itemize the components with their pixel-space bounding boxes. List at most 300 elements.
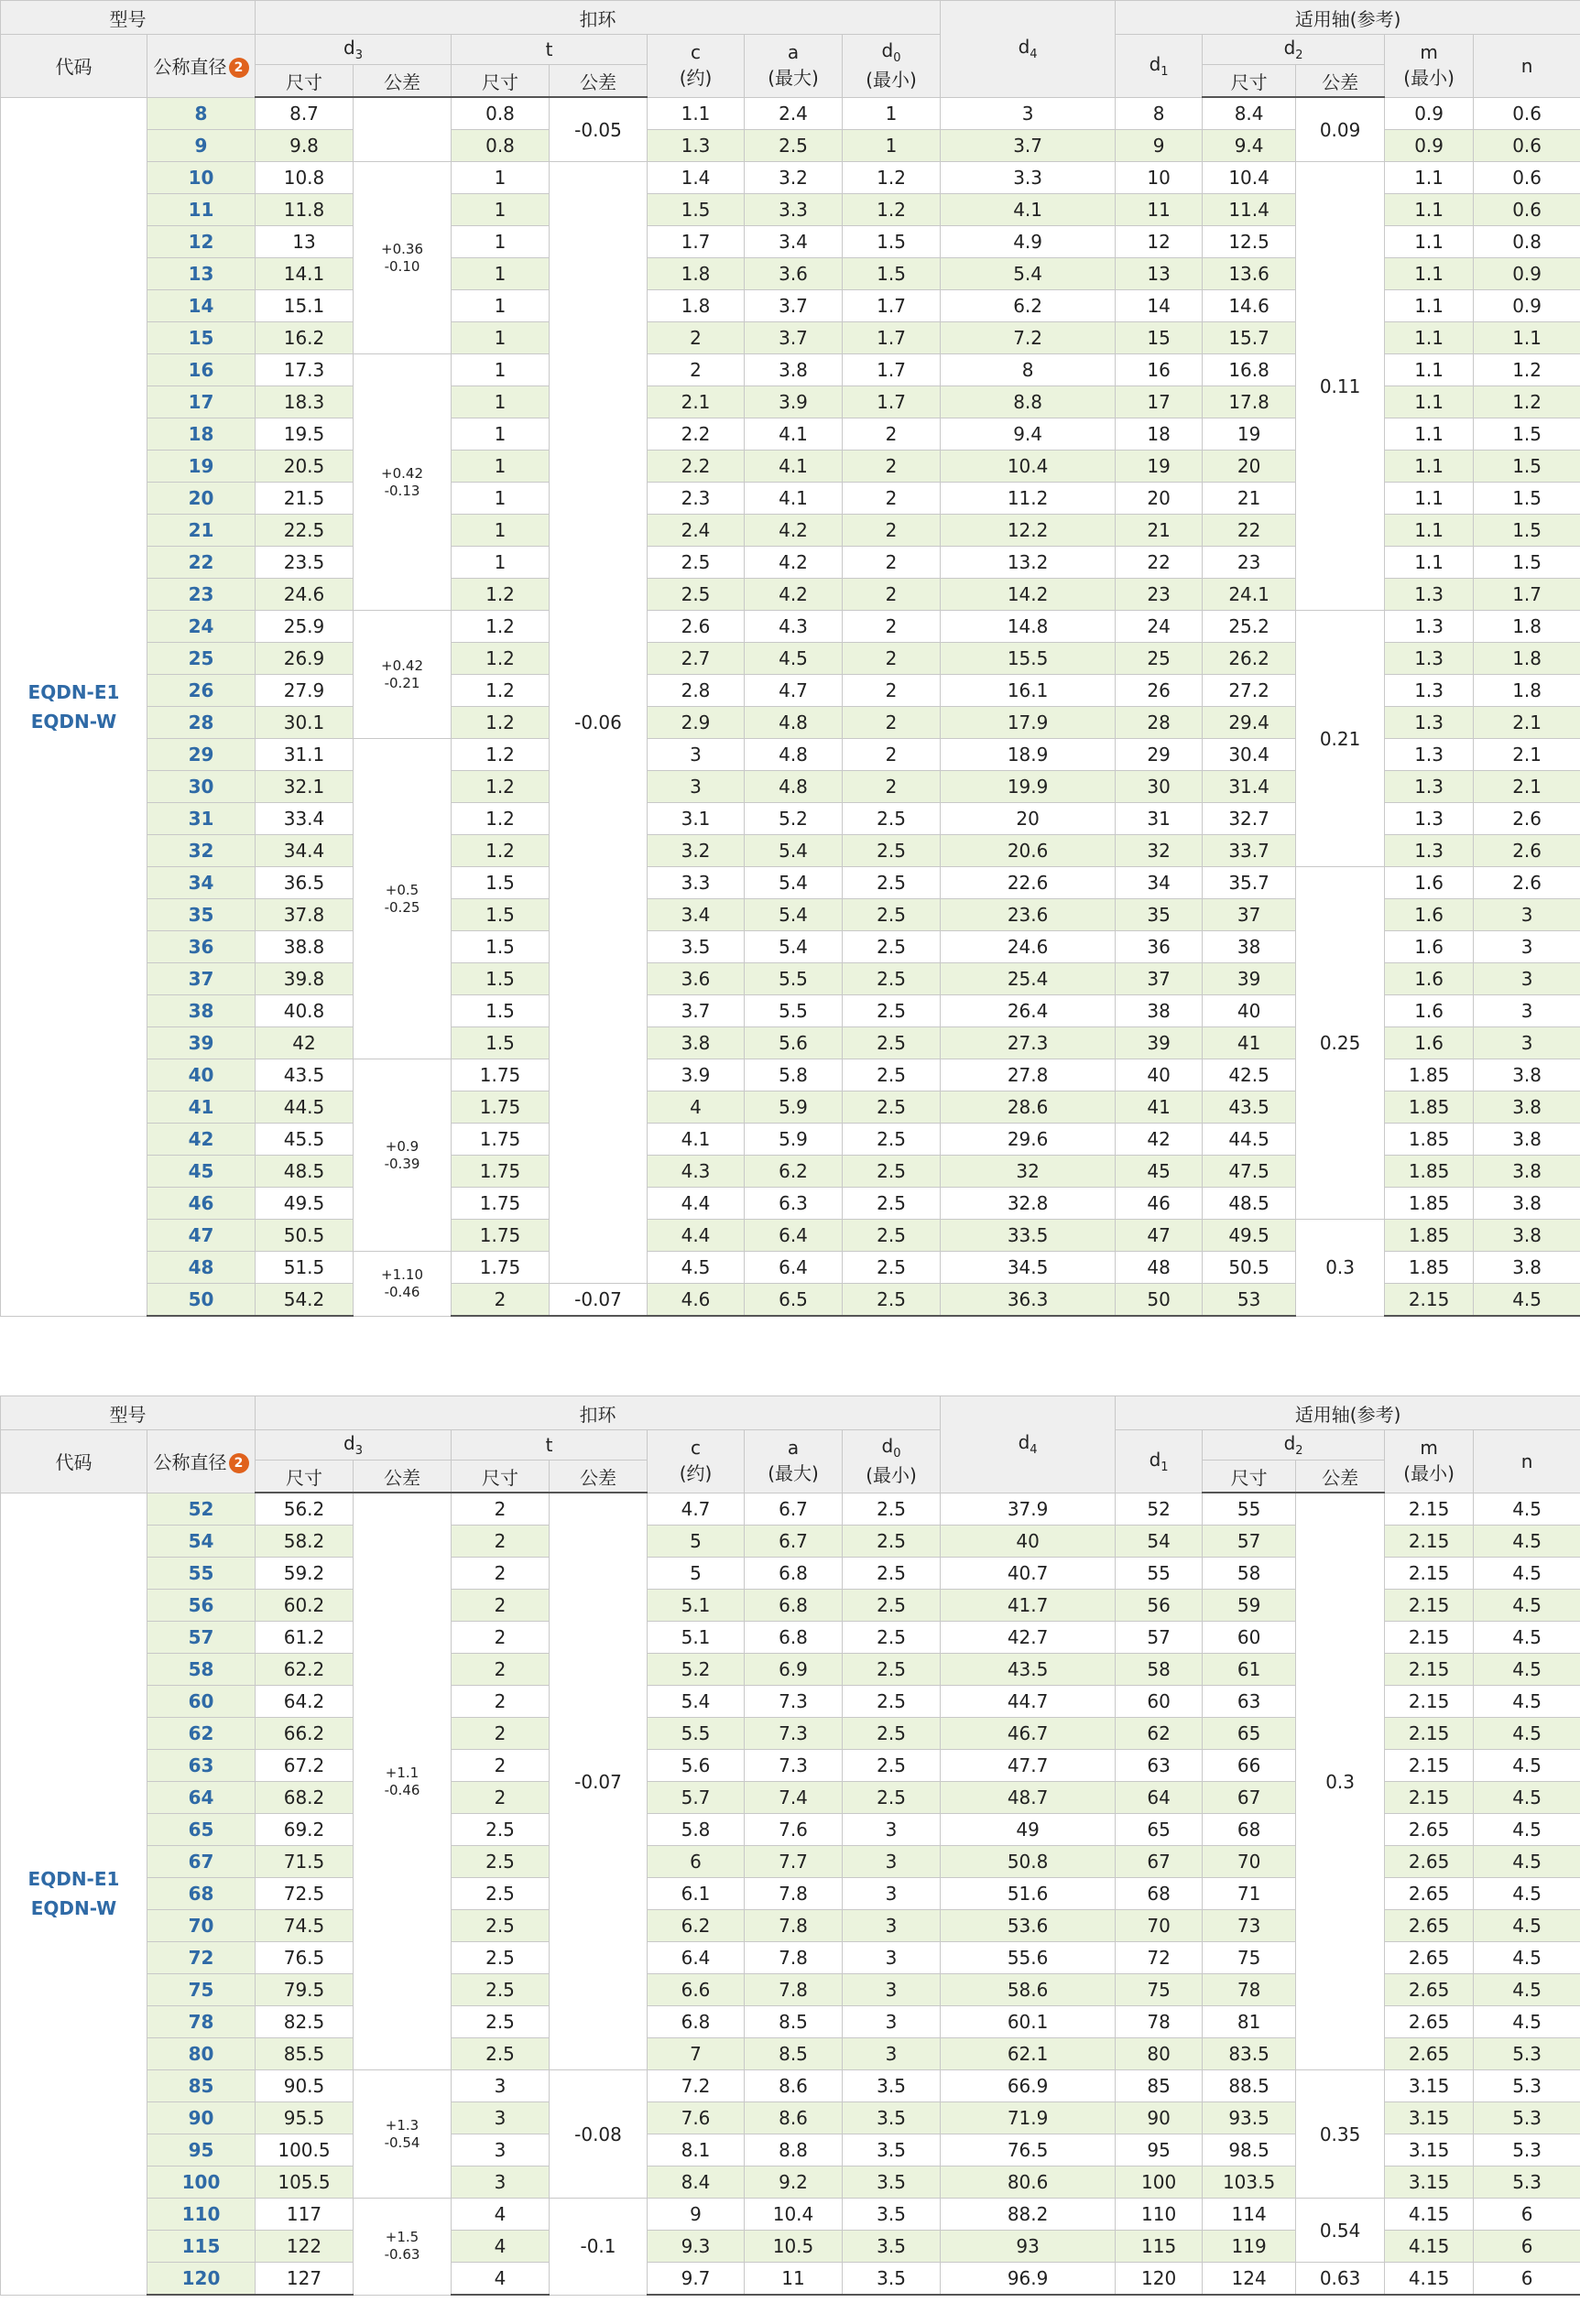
n-value: 5.3 — [1474, 2102, 1580, 2134]
d0-value: 2.5 — [843, 1284, 941, 1317]
d2-size: 81 — [1203, 2006, 1296, 2038]
d0-value: 2 — [843, 547, 941, 579]
d4-value: 14.2 — [941, 579, 1116, 611]
d2-size: 88.5 — [1203, 2070, 1296, 2102]
d4-value: 19.9 — [941, 771, 1116, 803]
d2-size: 47.5 — [1203, 1156, 1296, 1188]
d0-value: 1.7 — [843, 354, 941, 386]
d3-size: 69.2 — [256, 1814, 354, 1846]
a-value: 4.8 — [745, 739, 843, 771]
d2-size: 65 — [1203, 1718, 1296, 1750]
m-value: 1.1 — [1385, 418, 1474, 451]
m-value: 2.15 — [1385, 1590, 1474, 1622]
d3-tolerance-value: -0.54 — [384, 2134, 420, 2151]
d3-size: 39.8 — [256, 963, 354, 995]
d1-value: 36 — [1116, 931, 1203, 963]
m-value: 1.85 — [1385, 1091, 1474, 1124]
d3-size: 42 — [256, 1027, 354, 1059]
a-value: 4.8 — [745, 771, 843, 803]
n-value: 2.6 — [1474, 867, 1580, 899]
a-value: 5.4 — [745, 835, 843, 867]
header-n: n — [1474, 35, 1580, 98]
a-value: 5.6 — [745, 1027, 843, 1059]
t-size: 1.75 — [452, 1124, 550, 1156]
d4-value: 8 — [941, 354, 1116, 386]
d1-value: 10 — [1116, 162, 1203, 194]
d2-size: 35.7 — [1203, 867, 1296, 899]
d2-size: 25.2 — [1203, 611, 1296, 643]
c-value: 1.4 — [648, 162, 745, 194]
d0-value: 2.5 — [843, 1220, 941, 1252]
d4-value: 3.3 — [941, 162, 1116, 194]
n-value: 2.1 — [1474, 739, 1580, 771]
table-row — [1, 1493, 1580, 1526]
d3-size: 67.2 — [256, 1750, 354, 1782]
d0-value: 2.5 — [843, 963, 941, 995]
c-value: 9.7 — [648, 2263, 745, 2296]
d3-tolerance — [354, 162, 452, 354]
d0-value: 2.5 — [843, 1590, 941, 1622]
n-value: 3.8 — [1474, 1156, 1580, 1188]
c-value: 1.5 — [648, 194, 745, 226]
d2-size: 12.5 — [1203, 226, 1296, 258]
nominal-diameter: 115 — [147, 2231, 256, 2263]
n-value: 2.6 — [1474, 835, 1580, 867]
t-size: 4 — [452, 2263, 550, 2296]
d1-value: 40 — [1116, 1059, 1203, 1091]
d4-value: 42.7 — [941, 1622, 1116, 1654]
d2-size: 43.5 — [1203, 1091, 1296, 1124]
d3-tolerance — [354, 1493, 452, 2070]
a-value: 5.5 — [745, 995, 843, 1027]
d4-value: 41.7 — [941, 1590, 1116, 1622]
d2-tolerance: 0.54 — [1296, 2199, 1385, 2263]
m-value: 1.3 — [1385, 643, 1474, 675]
nominal-diameter: 8 — [147, 97, 256, 130]
d2-tolerance: 0.11 — [1296, 162, 1385, 611]
d4-value: 9.4 — [941, 418, 1116, 451]
d0-value: 3 — [843, 1910, 941, 1942]
n-value: 1.2 — [1474, 354, 1580, 386]
d4-value: 58.6 — [941, 1974, 1116, 2006]
d4-value: 66.9 — [941, 2070, 1116, 2102]
nominal-diameter: 68 — [147, 1878, 256, 1910]
nominal-diameter: 10 — [147, 162, 256, 194]
d2-tolerance: 0.21 — [1296, 611, 1385, 867]
nominal-diameter: 17 — [147, 386, 256, 418]
nominal-diameter: 40 — [147, 1059, 256, 1091]
a-value: 4.3 — [745, 611, 843, 643]
header-n: n — [1474, 1430, 1580, 1493]
n-value: 4.5 — [1474, 1526, 1580, 1558]
header-c-symbol: c — [691, 1437, 701, 1460]
nominal-diameter: 29 — [147, 739, 256, 771]
d2-size: 8.4 — [1203, 97, 1296, 130]
header-t-tol: 公差 — [550, 1461, 648, 1493]
m-value: 2.15 — [1385, 1493, 1474, 1526]
c-value: 5.1 — [648, 1590, 745, 1622]
d3-size: 71.5 — [256, 1846, 354, 1878]
n-value: 0.6 — [1474, 130, 1580, 162]
n-value: 3.8 — [1474, 1091, 1580, 1124]
c-value: 4.1 — [648, 1124, 745, 1156]
header-m-symbol: m — [1420, 41, 1438, 64]
c-value: 1.1 — [648, 97, 745, 130]
nominal-diameter: 31 — [147, 803, 256, 835]
spec-table-2 — [0, 1395, 1580, 2296]
d4-value: 18.9 — [941, 739, 1116, 771]
d0-value: 2 — [843, 675, 941, 707]
a-value: 7.3 — [745, 1750, 843, 1782]
model-code-label: EQDN-W — [30, 1897, 117, 1919]
d2-size: 41 — [1203, 1027, 1296, 1059]
c-value: 5.7 — [648, 1782, 745, 1814]
d2-size: 124 — [1203, 2263, 1296, 2296]
d2-size: 93.5 — [1203, 2102, 1296, 2134]
n-value: 2.1 — [1474, 707, 1580, 739]
m-value: 1.1 — [1385, 354, 1474, 386]
d0-value: 2.5 — [843, 1782, 941, 1814]
table-row — [1, 2199, 1580, 2231]
d2-size: 53 — [1203, 1284, 1296, 1317]
header-c — [648, 35, 745, 98]
nominal-diameter: 90 — [147, 2102, 256, 2134]
m-value: 2.15 — [1385, 1718, 1474, 1750]
m-value: 4.15 — [1385, 2231, 1474, 2263]
d1-value: 39 — [1116, 1027, 1203, 1059]
d4-value: 17.9 — [941, 707, 1116, 739]
m-value: 1.1 — [1385, 322, 1474, 354]
c-value: 5.5 — [648, 1718, 745, 1750]
header-d3-size: 尺寸 — [256, 1461, 354, 1493]
n-value: 3.8 — [1474, 1252, 1580, 1284]
d2-size: 78 — [1203, 1974, 1296, 2006]
m-value: 1.3 — [1385, 803, 1474, 835]
header-t-tol: 公差 — [550, 65, 648, 98]
d1-value: 22 — [1116, 547, 1203, 579]
n-value: 0.6 — [1474, 97, 1580, 130]
d1-value: 72 — [1116, 1942, 1203, 1974]
d2-size: 22 — [1203, 515, 1296, 547]
d1-value: 23 — [1116, 579, 1203, 611]
header-nominal-label: 公称直径 — [153, 1451, 227, 1474]
d3-tolerance-value: -0.10 — [384, 257, 420, 275]
a-value: 9.2 — [745, 2167, 843, 2199]
d2-size: 61 — [1203, 1654, 1296, 1686]
d1-value: 31 — [1116, 803, 1203, 835]
d3-tolerance-value: +1.10 — [381, 1265, 423, 1283]
a-value: 5.4 — [745, 931, 843, 963]
c-value: 6.6 — [648, 1974, 745, 2006]
d3-size: 36.5 — [256, 867, 354, 899]
d3-size: 8.7 — [256, 97, 354, 130]
d4-value: 16.1 — [941, 675, 1116, 707]
d3-size: 54.2 — [256, 1284, 354, 1317]
note-badge-icon: 2 — [229, 58, 249, 78]
d1-value: 37 — [1116, 963, 1203, 995]
d2-size: 67 — [1203, 1782, 1296, 1814]
d2-size: 32.7 — [1203, 803, 1296, 835]
d4-value: 44.7 — [941, 1686, 1116, 1718]
table-row — [1, 1220, 1580, 1252]
header-d3-tol: 公差 — [354, 65, 452, 98]
a-value: 4.2 — [745, 515, 843, 547]
m-value: 1.1 — [1385, 515, 1474, 547]
t-size: 1.5 — [452, 931, 550, 963]
d3-size: 68.2 — [256, 1782, 354, 1814]
d4-value: 46.7 — [941, 1718, 1116, 1750]
n-value: 0.9 — [1474, 290, 1580, 322]
t-size: 2 — [452, 1782, 550, 1814]
d2-size: 103.5 — [1203, 2167, 1296, 2199]
d4-value: 93 — [941, 2231, 1116, 2263]
table-row — [1, 611, 1580, 643]
d0-value: 2.5 — [843, 1526, 941, 1558]
d2-size: 31.4 — [1203, 771, 1296, 803]
d2-size: 10.4 — [1203, 162, 1296, 194]
t-size: 1.2 — [452, 675, 550, 707]
n-value: 3.8 — [1474, 1059, 1580, 1091]
c-value: 3.2 — [648, 835, 745, 867]
d0-value: 3.5 — [843, 2167, 941, 2199]
t-size: 1.5 — [452, 963, 550, 995]
d0-value: 2.5 — [843, 1750, 941, 1782]
t-size: 1 — [452, 418, 550, 451]
a-value: 6.3 — [745, 1188, 843, 1220]
a-value: 7.3 — [745, 1718, 843, 1750]
d3-tolerance-value: +0.36 — [381, 240, 423, 257]
a-value: 3.7 — [745, 322, 843, 354]
c-value: 6 — [648, 1846, 745, 1878]
d1-value: 16 — [1116, 354, 1203, 386]
nominal-diameter: 85 — [147, 2070, 256, 2102]
d3-tolerance-value: +1.3 — [385, 2116, 420, 2134]
d3-size: 40.8 — [256, 995, 354, 1027]
t-size: 1 — [452, 290, 550, 322]
d0-value: 2.5 — [843, 835, 941, 867]
d2-size: 40 — [1203, 995, 1296, 1027]
d3-tolerance-value: +0.42 — [381, 464, 423, 482]
header-d2-tol: 公差 — [1296, 1461, 1385, 1493]
a-value: 10.4 — [745, 2199, 843, 2231]
d3-size: 19.5 — [256, 418, 354, 451]
d3-size: 59.2 — [256, 1558, 354, 1590]
d0-value: 2 — [843, 451, 941, 483]
a-value: 6.8 — [745, 1590, 843, 1622]
d3-tolerance-value: -0.21 — [384, 674, 420, 691]
a-value: 4.1 — [745, 483, 843, 515]
d0-value: 3 — [843, 1846, 941, 1878]
t-size: 1 — [452, 226, 550, 258]
m-value: 1.1 — [1385, 290, 1474, 322]
d2-size: 114 — [1203, 2199, 1296, 2231]
d1-value: 56 — [1116, 1590, 1203, 1622]
c-value: 2.3 — [648, 483, 745, 515]
a-value: 6.8 — [745, 1622, 843, 1654]
d4-value: 43.5 — [941, 1654, 1116, 1686]
header-m-symbol: m — [1420, 1437, 1438, 1460]
d4-value: 29.6 — [941, 1124, 1116, 1156]
d2-size: 9.4 — [1203, 130, 1296, 162]
t-size: 2.5 — [452, 1846, 550, 1878]
header-m-note: (最小) — [1403, 67, 1455, 90]
d0-value: 2.5 — [843, 1622, 941, 1654]
t-size: 1 — [452, 194, 550, 226]
d4-value: 76.5 — [941, 2134, 1116, 2167]
header-ring: 扣环 — [256, 1396, 941, 1430]
a-value: 7.8 — [745, 1974, 843, 2006]
nominal-diameter: 100 — [147, 2167, 256, 2199]
d0-value: 2 — [843, 579, 941, 611]
d4-value: 40.7 — [941, 1558, 1116, 1590]
d3-size: 58.2 — [256, 1526, 354, 1558]
t-size: 3 — [452, 2134, 550, 2167]
t-size: 1 — [452, 547, 550, 579]
d2-size: 29.4 — [1203, 707, 1296, 739]
d2-size: 68 — [1203, 1814, 1296, 1846]
a-value: 3.9 — [745, 386, 843, 418]
d0-value: 2 — [843, 483, 941, 515]
nominal-diameter: 14 — [147, 290, 256, 322]
d4-value: 20 — [941, 803, 1116, 835]
n-value: 1.5 — [1474, 451, 1580, 483]
d3-tolerance-value: +0.42 — [381, 657, 423, 674]
nominal-diameter: 120 — [147, 2263, 256, 2296]
t-tolerance: -0.08 — [550, 2070, 648, 2199]
d2-tolerance: 0.3 — [1296, 1220, 1385, 1317]
d1-value: 115 — [1116, 2231, 1203, 2263]
d3-size: 48.5 — [256, 1156, 354, 1188]
m-value: 1.85 — [1385, 1124, 1474, 1156]
d2-size: 60 — [1203, 1622, 1296, 1654]
d4-value: 32.8 — [941, 1188, 1116, 1220]
d3-size: 127 — [256, 2263, 354, 2296]
t-size: 4 — [452, 2231, 550, 2263]
d2-size: 63 — [1203, 1686, 1296, 1718]
header-a-note: (最大) — [768, 67, 819, 90]
n-value: 4.5 — [1474, 1284, 1580, 1317]
n-value: 3 — [1474, 995, 1580, 1027]
n-value: 5.3 — [1474, 2167, 1580, 2199]
d4-value: 13.2 — [941, 547, 1116, 579]
a-value: 4.1 — [745, 418, 843, 451]
m-value: 2.15 — [1385, 1782, 1474, 1814]
d3-size: 34.4 — [256, 835, 354, 867]
t-size: 1.5 — [452, 1027, 550, 1059]
nominal-diameter: 28 — [147, 707, 256, 739]
t-size: 3 — [452, 2070, 550, 2102]
a-value: 3.2 — [745, 162, 843, 194]
c-value: 3 — [648, 739, 745, 771]
t-size: 1.75 — [452, 1252, 550, 1284]
c-value: 1.8 — [648, 258, 745, 290]
n-value: 4.5 — [1474, 1654, 1580, 1686]
d2-size: 66 — [1203, 1750, 1296, 1782]
d0-value: 3 — [843, 1814, 941, 1846]
header-d4: $d_4$ — [941, 1396, 1116, 1493]
d0-value: 2 — [843, 707, 941, 739]
header-d3: $d_3$ — [256, 35, 452, 65]
m-value: 2.15 — [1385, 1526, 1474, 1558]
d1-value: 85 — [1116, 2070, 1203, 2102]
t-size: 2 — [452, 1718, 550, 1750]
t-size: 1.75 — [452, 1059, 550, 1091]
d2-size: 20 — [1203, 451, 1296, 483]
table-row — [1, 2263, 1580, 2296]
d4-value: 25.4 — [941, 963, 1116, 995]
t-size: 2.5 — [452, 1878, 550, 1910]
m-value: 2.15 — [1385, 1686, 1474, 1718]
d3-size: 76.5 — [256, 1942, 354, 1974]
d4-value: 47.7 — [941, 1750, 1116, 1782]
d4-value: 6.2 — [941, 290, 1116, 322]
a-value: 4.2 — [745, 579, 843, 611]
d3-size: 17.3 — [256, 354, 354, 386]
nominal-diameter: 47 — [147, 1220, 256, 1252]
a-value: 7.8 — [745, 1878, 843, 1910]
header-d2: $d_2$ — [1203, 1430, 1385, 1461]
d3-tolerance — [354, 2199, 452, 2296]
d1-value: 120 — [1116, 2263, 1203, 2296]
c-value: 6.2 — [648, 1910, 745, 1942]
header-nominal-label: 公称直径 — [153, 56, 227, 79]
c-value: 7.2 — [648, 2070, 745, 2102]
t-size: 2 — [452, 1686, 550, 1718]
d4-value: 96.9 — [941, 2263, 1116, 2296]
d2-size: 44.5 — [1203, 1124, 1296, 1156]
d1-value: 90 — [1116, 2102, 1203, 2134]
a-value: 4.8 — [745, 707, 843, 739]
n-value: 4.5 — [1474, 1493, 1580, 1526]
a-value: 5.2 — [745, 803, 843, 835]
nominal-diameter: 16 — [147, 354, 256, 386]
d2-size: 16.8 — [1203, 354, 1296, 386]
d1-value: 9 — [1116, 130, 1203, 162]
c-value: 2.1 — [648, 386, 745, 418]
m-value: 1.6 — [1385, 931, 1474, 963]
nominal-diameter: 37 — [147, 963, 256, 995]
n-value: 2.1 — [1474, 771, 1580, 803]
d2-size: 23 — [1203, 547, 1296, 579]
d4-value: 10.4 — [941, 451, 1116, 483]
m-value: 1.1 — [1385, 547, 1474, 579]
n-value: 1.5 — [1474, 483, 1580, 515]
d1-value: 20 — [1116, 483, 1203, 515]
d2-size: 21 — [1203, 483, 1296, 515]
m-value: 1.1 — [1385, 258, 1474, 290]
t-size: 1.2 — [452, 771, 550, 803]
m-value: 1.6 — [1385, 899, 1474, 931]
m-value: 1.3 — [1385, 739, 1474, 771]
d4-value: 5.4 — [941, 258, 1116, 290]
header-d2: $d_2$ — [1203, 35, 1385, 65]
model-code — [1, 97, 147, 1316]
header-d3: $d_3$ — [256, 1430, 452, 1461]
c-value: 7 — [648, 2038, 745, 2070]
a-value: 7.7 — [745, 1846, 843, 1878]
c-value: 1.7 — [648, 226, 745, 258]
m-value: 2.65 — [1385, 1846, 1474, 1878]
t-size: 2.5 — [452, 2006, 550, 2038]
d4-value: 37.9 — [941, 1493, 1116, 1526]
m-value: 2.65 — [1385, 1878, 1474, 1910]
d3-size: 85.5 — [256, 2038, 354, 2070]
nominal-diameter: 65 — [147, 1814, 256, 1846]
d1-value: 14 — [1116, 290, 1203, 322]
header-code: 代码 — [1, 35, 147, 98]
d2-tolerance: 0.09 — [1296, 97, 1385, 162]
m-value: 1.6 — [1385, 1027, 1474, 1059]
